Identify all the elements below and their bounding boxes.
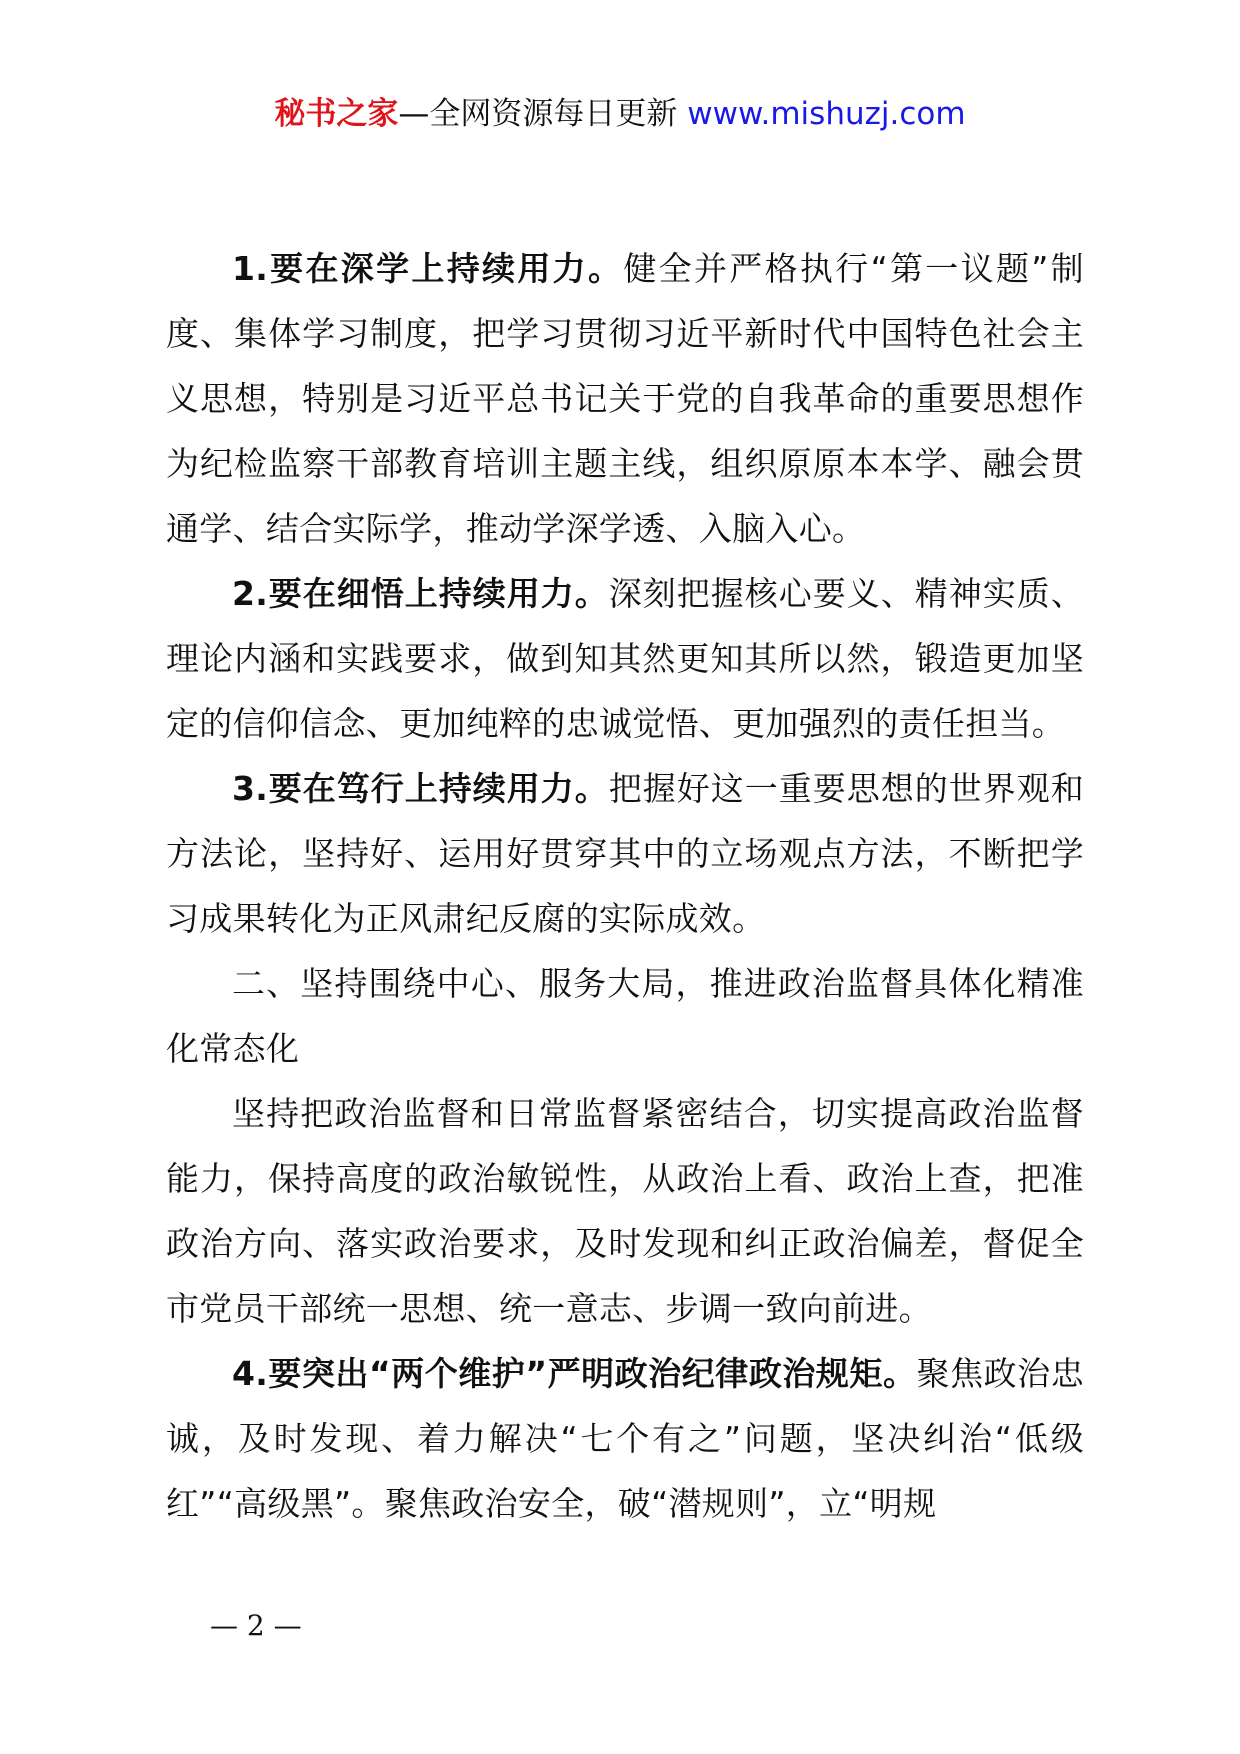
site-header — [0, 92, 1240, 136]
page-number: — 2 — — [210, 1609, 302, 1642]
paragraph-6-lead: 4.要突出“两个维护”严明政治纪律政治规矩。 — [232, 1354, 917, 1393]
header-tagline: —全网资源每日更新 — [398, 96, 678, 132]
paragraph-5-text: 坚持把政治监督和日常监督紧密结合，切实提高政治监督能力，保持高度的政治敏锐性，从政治上看、政治上查，把准政治方向、落实政治要求，及时发现和纠正政治偏差，督促全市党员干部统一思想、统一意志、步调一致向前进。 — [166, 1094, 1084, 1328]
site-url-link[interactable]: www.mishuzj.com — [687, 96, 966, 132]
paragraph-2-text: 深刻把握核心要义、精神实质、理论内涵和实践要求，做到知其然更知其所以然，锻造更加坚定的信仰信念、更加纯粹的忠诚觉悟、更加强烈的责任担当。 — [166, 574, 1084, 743]
section-heading-2 — [166, 951, 1084, 1081]
paragraph-1-lead: 1.要在深学上持续用力。 — [232, 249, 624, 288]
paragraph-3 — [166, 756, 1084, 951]
section-heading-2-text: 二、坚持围绕中心、服务大局，推进政治监督具体化精准化常态化 — [166, 964, 1084, 1068]
paragraph-2-lead: 2.要在细悟上持续用力。 — [232, 574, 609, 613]
paragraph-3-text: 把握好这一重要思想的世界观和方法论，坚持好、运用好贯穿其中的立场观点方法，不断把学习成果转化为正风肃纪反腐的实际成效。 — [166, 769, 1084, 938]
document-body — [166, 236, 1084, 1536]
paragraph-1 — [166, 236, 1084, 561]
paragraph-6 — [166, 1341, 1084, 1536]
brand-name: 秘书之家 — [274, 96, 399, 132]
paragraph-6-text: 聚焦政治忠诚，及时发现、着力解决“七个有之”问题，坚决纠治“低级红”“高级黑”。聚焦政治安全，破“潜规则”，立“明规 — [166, 1354, 1084, 1523]
paragraph-1-text: 健全并严格执行“第一议题”制度、集体学习制度，把学习贯彻习近平新时代中国特色社会主义思想，特别是习近平总书记关于党的自我革命的重要思想作为纪检监察干部教育培训主题主线，组织原原本本学、融会贯通学、结合实际学，推动学深学透、入脑入心。 — [166, 249, 1084, 548]
paragraph-3-lead: 3.要在笃行上持续用力。 — [232, 769, 609, 808]
paragraph-2 — [166, 561, 1084, 756]
paragraph-5 — [166, 1081, 1084, 1341]
